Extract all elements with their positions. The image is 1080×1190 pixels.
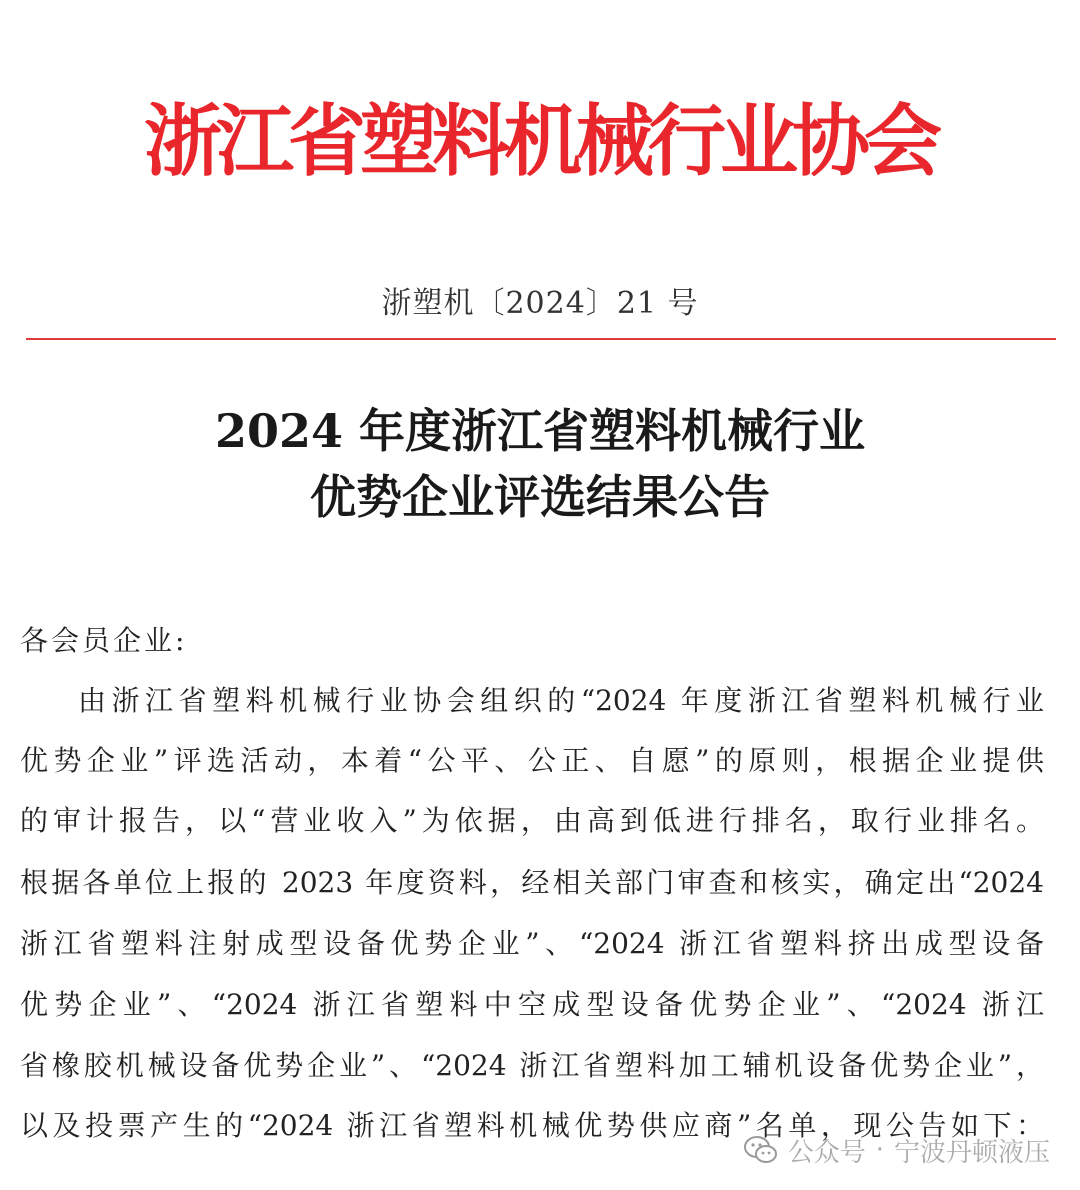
wechat-icon	[744, 1135, 778, 1165]
notice-title	[0, 398, 1080, 530]
body-line: 省橡胶机械设备优势企业”、“2024 浙江省塑料加工辅机设备优势企业”，	[20, 1049, 1044, 1082]
watermark-separator: ·	[875, 1135, 884, 1165]
body-line: 的审计报告，以“营业收入”为依据，由高到低进行排名，取行业排名。	[20, 804, 1044, 837]
body-line: 根据各单位上报的 2023 年度资料，经相关部门审查和核实，确定出“2024	[20, 866, 1044, 899]
notice-title-line-2: 优势企业评选结果公告	[310, 470, 770, 524]
body-line: 浙江省塑料注射成型设备优势企业”、“2024 浙江省塑料挤出成型设备	[20, 927, 1044, 960]
watermark-label: 公众号	[787, 1137, 866, 1168]
body-line: 由浙江省塑料机械行业协会组织的“2024 年度浙江省塑料机械行业	[78, 684, 1044, 717]
wechat-watermark	[744, 1130, 1050, 1170]
organization-header: 浙江省塑料机械行业协会	[143, 97, 936, 187]
document-number: 浙塑机〔2024〕21 号	[381, 286, 699, 321]
watermark-account: 宁波丹顿液压	[893, 1137, 1050, 1168]
header-divider	[26, 338, 1056, 340]
body-line: 以及投票产生的“2024 浙江省塑料机械优势供应商”名单，现公告如下：	[20, 1109, 1044, 1142]
salutation: 各会员企业:	[20, 624, 188, 657]
notice-title-line-1: 2024 年度浙江省塑料机械行业	[214, 404, 866, 458]
body-line: 优势企业”评选活动，本着“公平、公正、自愿”的原则，根据企业提供	[20, 744, 1044, 777]
body-line: 优势企业”、“2024 浙江省塑料中空成型设备优势企业”、“2024 浙江	[20, 988, 1044, 1021]
